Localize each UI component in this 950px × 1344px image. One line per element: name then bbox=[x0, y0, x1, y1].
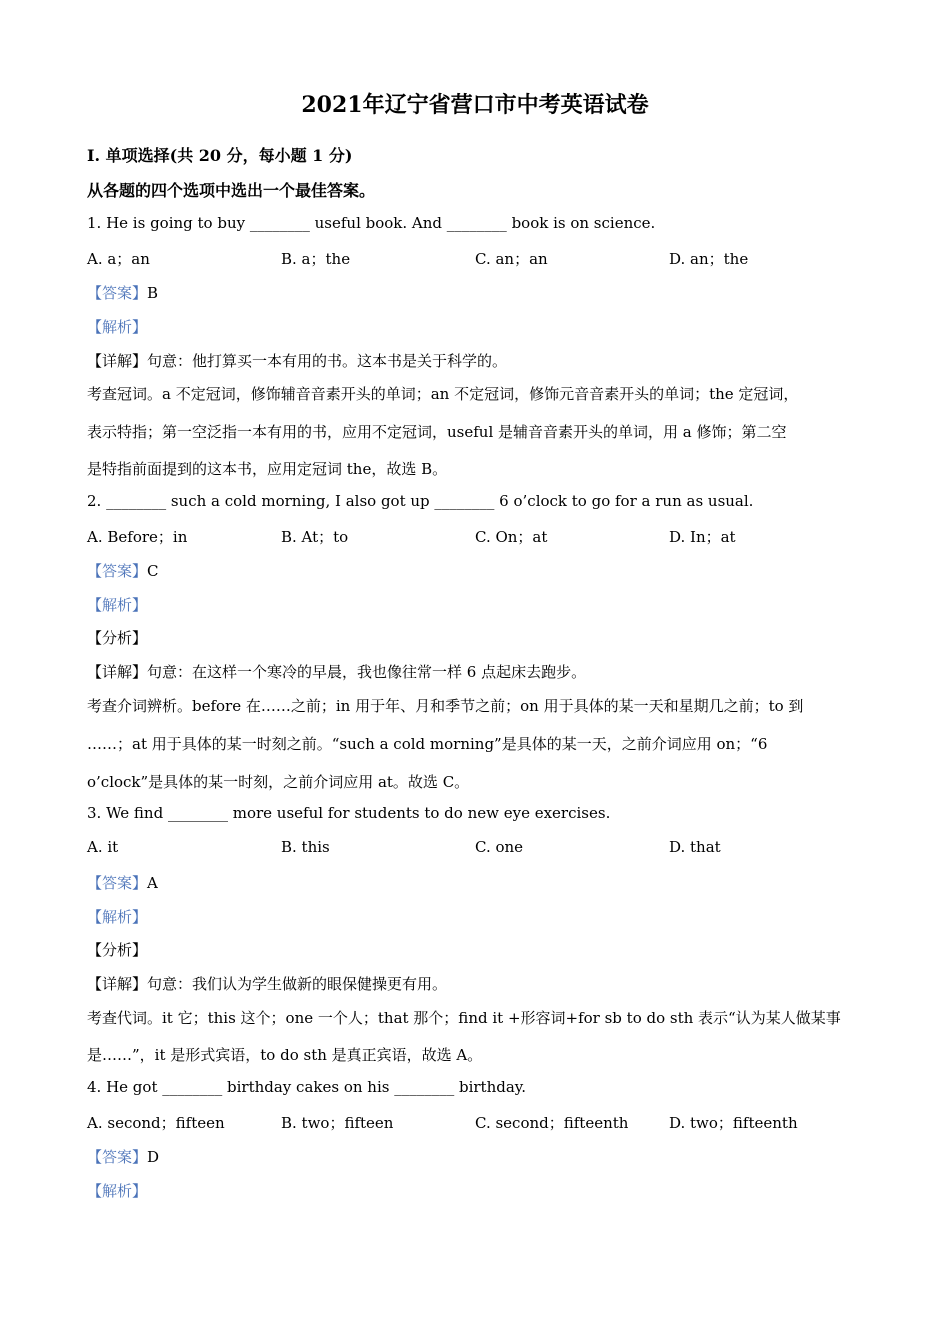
question-1-option-b: B. a；the bbox=[281, 250, 351, 268]
question-3-option-d: D. that bbox=[669, 838, 721, 856]
question-2-detail-line-3: ……；at 用于具体的某一时刻之前。“such a cold morning”是具体的某一天，之前介词应用 on；“6 bbox=[87, 735, 768, 753]
detail-tag: 【详解】 bbox=[87, 663, 148, 681]
question-2-fenxi-tag: 【分析】 bbox=[87, 629, 148, 647]
question-1-option-a: A. a；an bbox=[87, 250, 150, 268]
question-3-detail-line-3: 是……”，it 是形式宾语，to do sth 是真正宾语，故选 A。 bbox=[87, 1046, 483, 1064]
answer-value: D bbox=[147, 1148, 160, 1166]
answer-tag: 【答案】 bbox=[87, 1148, 148, 1166]
question-2-detail-line-2: 考查介词辨析。before 在……之前；in 用于年、月和季节之前；on 用于具体的某一天和星期几之前；to 到 bbox=[87, 697, 804, 715]
question-4-option-b: B. two；fifteen bbox=[281, 1114, 394, 1132]
question-2-option-c: C. On；at bbox=[475, 528, 548, 546]
question-3-analysis-tag: 【解析】 bbox=[87, 908, 148, 926]
section-header: Ⅰ. 单项选择(共 20 分，每小题 1 分) bbox=[87, 146, 353, 165]
detail-text: 句意：他打算买一本有用的书。这本书是关于科学的。 bbox=[147, 352, 508, 370]
answer-value: C bbox=[147, 562, 159, 580]
question-3-option-c: C. one bbox=[475, 838, 524, 856]
question-3-option-a: A. it bbox=[87, 838, 119, 856]
question-2-stem: 2. ________ such a cold morning, I also got up ________ 6 o’clock to go for a run as usual. bbox=[87, 492, 754, 510]
question-3-answer bbox=[87, 872, 158, 893]
question-2-option-d: D. In；at bbox=[669, 528, 736, 546]
question-4-option-c: C. second；fifteenth bbox=[475, 1114, 629, 1132]
instruction: 从各题的四个选项中选出一个最佳答案。 bbox=[87, 181, 376, 200]
question-3-detail-line-1 bbox=[87, 973, 447, 994]
question-4-analysis-tag: 【解析】 bbox=[87, 1182, 148, 1200]
question-3-fenxi-tag: 【分析】 bbox=[87, 941, 148, 959]
question-1-detail-line-3: 表示特指；第一空泛指一本有用的书，应用不定冠词，useful 是辅音音素开头的单词，用 a 修饰；第二空 bbox=[87, 423, 787, 441]
question-1-detail-line-4: 是特指前面提到的这本书，应用定冠词 the，故选 B。 bbox=[87, 460, 448, 478]
question-4-answer bbox=[87, 1146, 159, 1167]
detail-text: 句意：我们认为学生做新的眼保健操更有用。 bbox=[147, 975, 448, 993]
question-2-analysis-tag: 【解析】 bbox=[87, 596, 148, 614]
question-2-detail-line-4: o’clock”是具体的某一时刻，之前介词应用 at。故选 C。 bbox=[87, 773, 470, 791]
question-3-stem: 3. We find ________ more useful for students to do new eye exercises. bbox=[87, 804, 611, 822]
question-1-stem: 1. He is going to buy ________ useful book. And ________ book is on science. bbox=[87, 214, 656, 232]
question-2-answer bbox=[87, 560, 159, 581]
question-1-analysis-tag: 【解析】 bbox=[87, 318, 148, 336]
question-1-option-c: C. an；an bbox=[475, 250, 548, 268]
question-4-option-d: D. two；fifteenth bbox=[669, 1114, 798, 1132]
question-2-option-a: A. Before；in bbox=[87, 528, 188, 546]
question-3-detail-line-2: 考查代词。it 它；this 这个；one 一个人；that 那个；find it +形容词+for sb to do sth 表示“认为某人做某事 bbox=[87, 1009, 841, 1027]
detail-text: 句意：在这样一个寒冷的早晨，我也像往常一样 6 点起床去跑步。 bbox=[147, 663, 587, 681]
answer-value: B bbox=[147, 284, 159, 302]
question-2-option-b: B. At；to bbox=[281, 528, 349, 546]
question-1-option-d: D. an；the bbox=[669, 250, 749, 268]
page-title: 2021年辽宁省营口市中考英语试卷 bbox=[301, 92, 649, 118]
question-1-answer bbox=[87, 282, 158, 303]
question-1-detail-line-2: 考查冠词。a 不定冠词，修饰辅音音素开头的单词；an 不定冠词，修饰元音音素开头的单词；the 定冠词， bbox=[87, 385, 799, 403]
question-2-detail-line-1 bbox=[87, 661, 586, 682]
detail-tag: 【详解】 bbox=[87, 975, 148, 993]
answer-tag: 【答案】 bbox=[87, 562, 148, 580]
question-1-detail-line-1 bbox=[87, 350, 507, 371]
question-4-option-a: A. second；fifteen bbox=[87, 1114, 225, 1132]
question-4-stem: 4. He got ________ birthday cakes on his ________ birthday. bbox=[87, 1078, 527, 1096]
answer-value: A bbox=[147, 874, 158, 892]
answer-tag: 【答案】 bbox=[87, 874, 148, 892]
answer-tag: 【答案】 bbox=[87, 284, 148, 302]
detail-tag: 【详解】 bbox=[87, 352, 148, 370]
question-3-option-b: B. this bbox=[281, 838, 330, 856]
